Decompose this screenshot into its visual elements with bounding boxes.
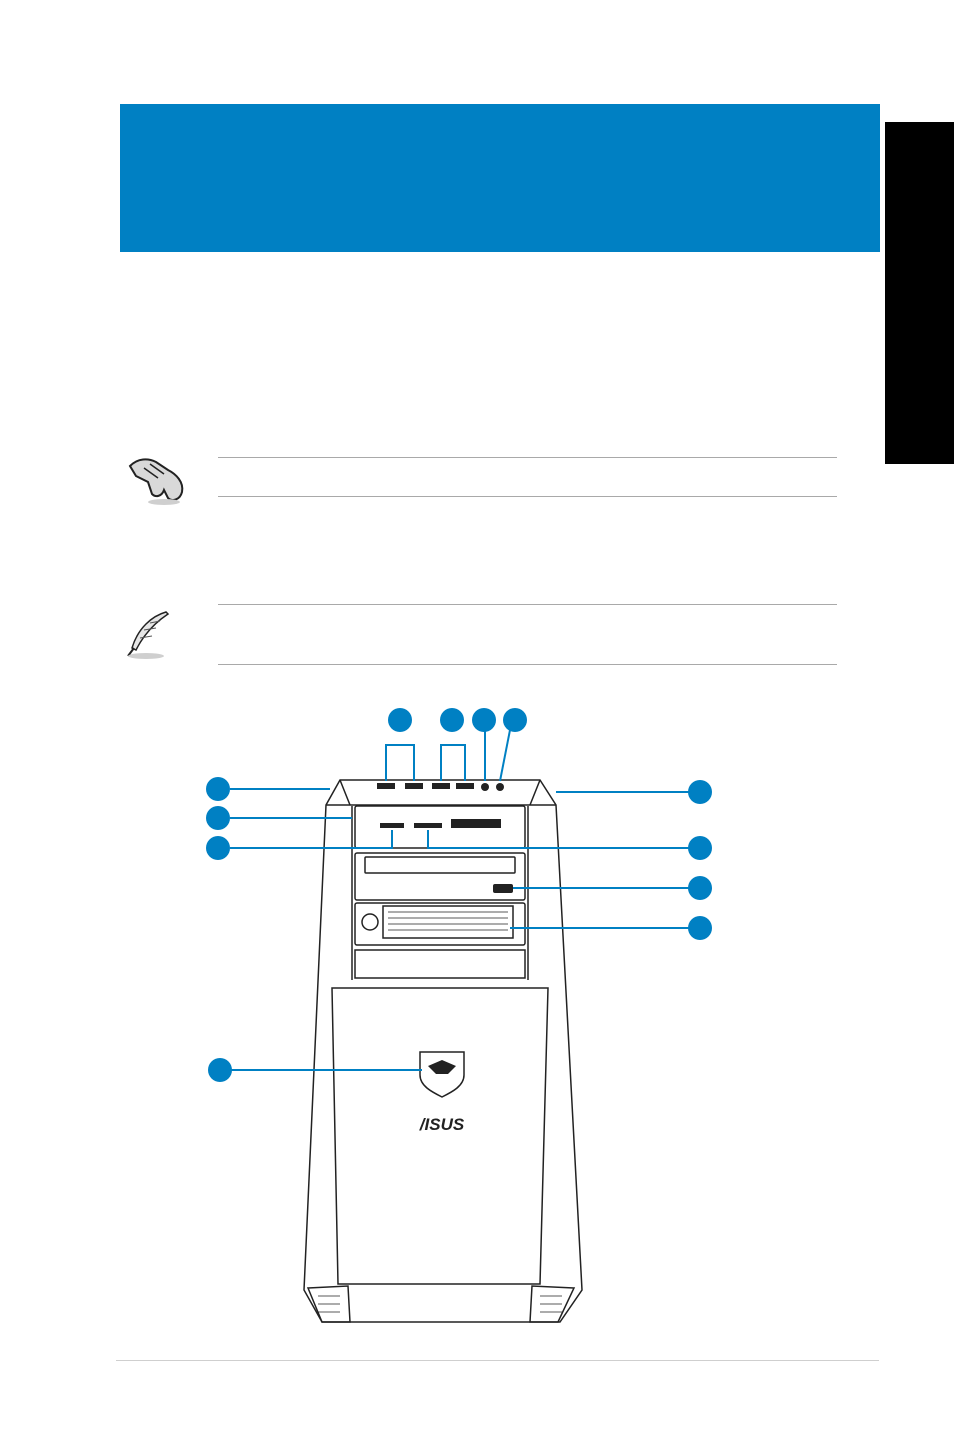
chapter-header-band <box>120 104 880 252</box>
front-panel-diagram <box>0 690 954 1335</box>
callout-1 <box>388 708 412 732</box>
side-language-tab <box>885 122 954 464</box>
important-rule-bottom <box>218 496 837 497</box>
callout-left-1 <box>206 777 230 801</box>
note-rule-bottom <box>218 664 837 665</box>
callout-2 <box>440 708 464 732</box>
rog-shield-logo <box>420 1052 464 1097</box>
callout-left-4 <box>208 1058 232 1082</box>
callout-right-2 <box>688 836 712 860</box>
tower-outline <box>304 780 582 1322</box>
callout-right-4 <box>688 916 712 940</box>
hand-icon <box>124 452 188 506</box>
callout-3 <box>472 708 496 732</box>
brand-logo: /ISUS <box>419 1115 465 1134</box>
callout-left-3 <box>206 836 230 860</box>
important-rule-top <box>218 457 837 458</box>
footer-rule <box>116 1360 879 1361</box>
callout-left-2 <box>206 806 230 830</box>
callout-right-3 <box>688 876 712 900</box>
front-door <box>332 988 548 1284</box>
note-rule-top <box>218 604 837 605</box>
callout-right-1 <box>688 780 712 804</box>
quill-icon <box>122 608 174 660</box>
callout-4 <box>503 708 527 732</box>
